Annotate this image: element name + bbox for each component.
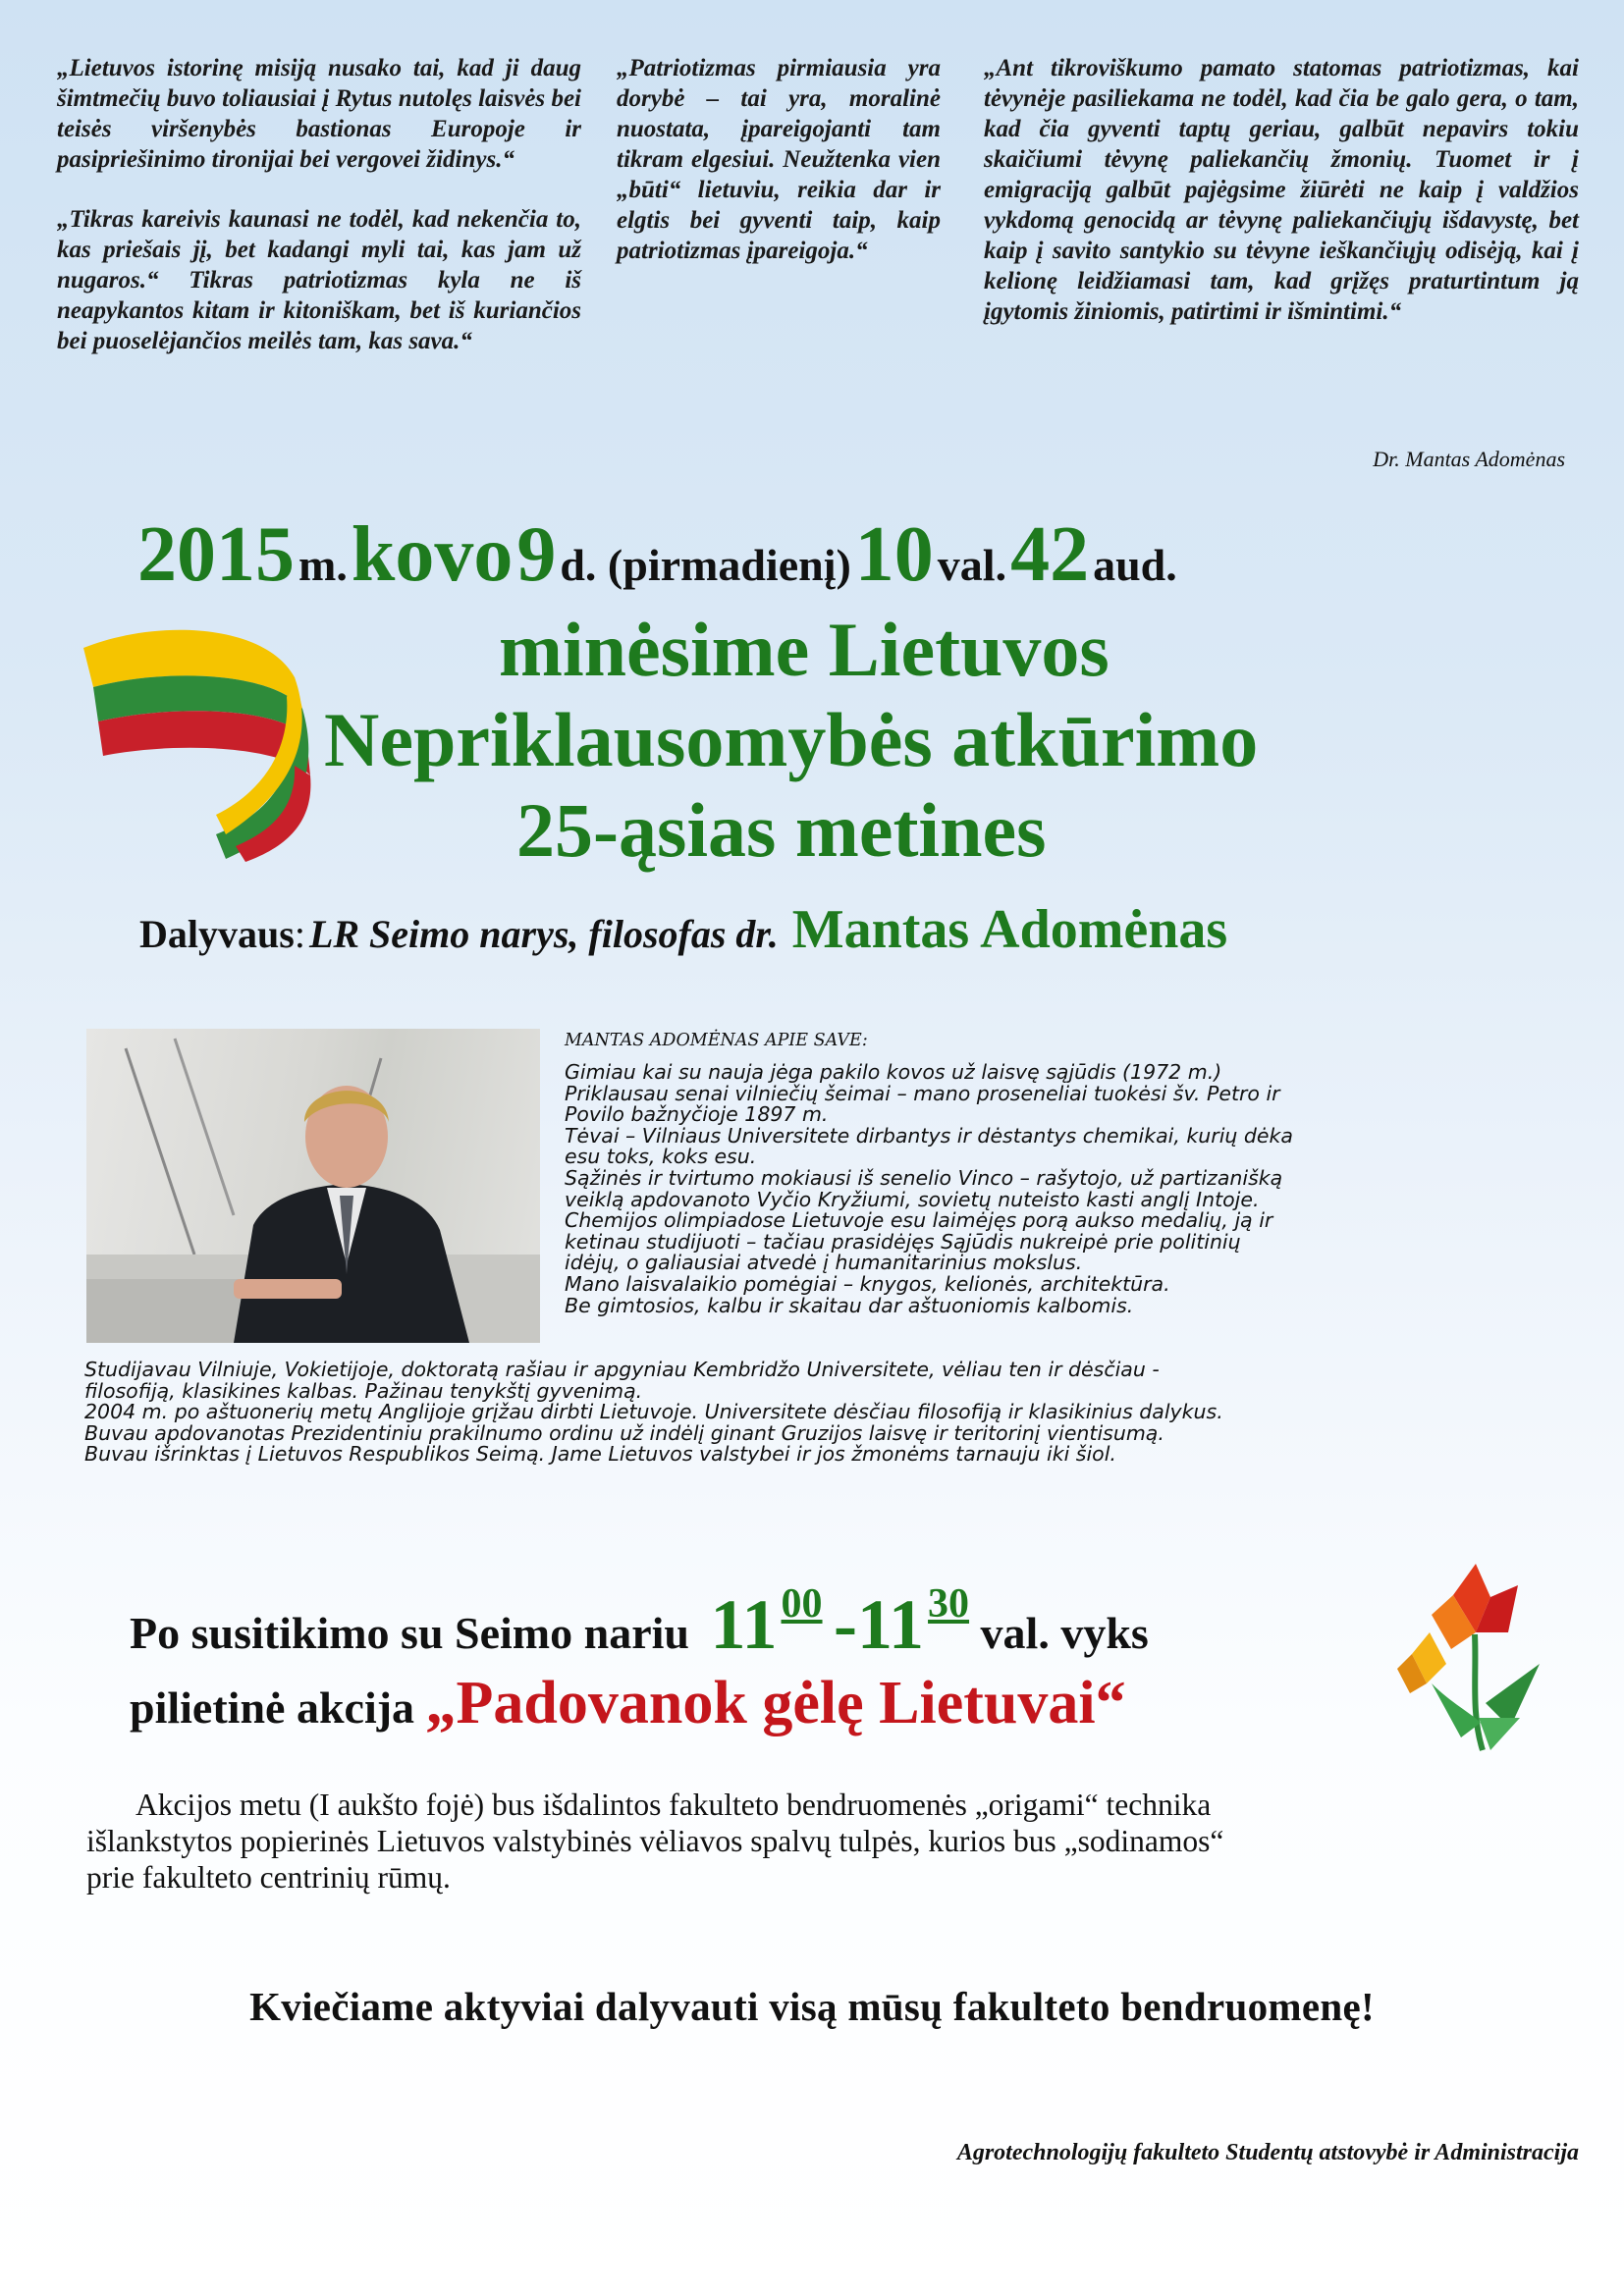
event-year-unit: m.	[298, 540, 348, 590]
bio-line: ketinau studijuoti – tačiau prasidėjęs Sąjūdis nukreipė prie politinių	[565, 1229, 1241, 1254]
action-description	[86, 1787, 1579, 1896]
event-day: 9	[516, 511, 557, 598]
headline-line-3: 25-ąsias metines	[516, 787, 1047, 873]
time-start-minutes: 00	[781, 1581, 823, 1627]
bio-line: Sąžinės ir tvirtumo mokiausi iš senelio Vinco – rašytojo, už partizanišką	[565, 1165, 1283, 1190]
bio-narrow-block	[565, 1062, 1293, 1316]
action-name: Padovanok gėlę Lietuvai	[456, 1670, 1096, 1736]
footer-organizer: Agrotechnologijų fakulteto Studentų atstovybė ir Administracija	[956, 2140, 1579, 2165]
action-open-quote: „	[425, 1670, 457, 1736]
participant-colon: :	[294, 912, 305, 956]
participant-role: LR Seimo narys, filosofas dr.	[308, 912, 779, 956]
event-hour-unit: val.	[937, 540, 1007, 590]
bio-heading: MANTAS ADOMĖNAS APIE SAVE:	[565, 1031, 868, 1050]
headline-line-2: Nepriklausomybės atkūrimo	[324, 697, 1259, 782]
time-end-minutes: 30	[928, 1581, 970, 1627]
quote-column-1	[57, 53, 581, 386]
time-start-hour: 11	[710, 1585, 778, 1664]
description-line: Akcijos metu (I aukšto fojė) bus išdalintos fakulteto bendruomenės „origami“ technika	[135, 1788, 1212, 1822]
event-month: kovo	[351, 511, 514, 598]
quote-author: Dr. Mantas Adomėnas	[1373, 447, 1565, 471]
quote-paragraph: „Tikras kareivis kaunasi ne todėl, kad nekenčia to, kas priešais jį, bet kadangi myli tai, kas jam už nugaros.“ Tikras patriotizmas kyla ne iš neapykantos kitam ir kitoniškam, bet iš kuriančios bei puoselėjančios meilės tam, kas sava.“	[57, 206, 581, 354]
speaker-photo	[86, 1029, 540, 1343]
action-time-suffix: val. vyks	[980, 1608, 1149, 1658]
quote-paragraph: „Ant tikroviškumo pamato statomas patriotizmas, kai tėvynėje pasiliekama ne todėl, kad čia be galo gera, o tam, kad čia gyventi taptų geriau, galbūt nepavirs tokiu skaičiumi tėvynę paliekančių žmonių. Tuomet ir į emigraciją galbūt pajėgsime žiūrėti ne kaip į valdžios vykdomą genocidą ar tėvynę paliekančiųjų išdavystę, bet kaip į savito santykio su tėvyne ieškančiųjų odisėją, kai į kelionę leidžiamasi tam, kad grįžęs praturtintum ją įgytomis žiniomis, patirtimi ir išmintimi.“	[984, 55, 1579, 325]
bio-line: Povilo bažnyčioje 1897 m.	[565, 1102, 829, 1127]
event-hour: 10	[854, 511, 934, 598]
event-year: 2015	[137, 511, 295, 598]
event-day-unit: d. (pirmadienį)	[560, 540, 851, 590]
action-line-2	[130, 1669, 1126, 1738]
bio-line: Chemijos olimpiadose Lietuvoje esu laimėjęs porą aukso medalių, ją ir	[565, 1208, 1273, 1233]
bio-line: idėjų, o galiausiai atvedė į humanitarinius mokslus.	[565, 1251, 1083, 1275]
bio-line: Mano laisvalaikio pomėgiai – knygos, kelionės, architektūra.	[565, 1271, 1170, 1296]
headline-line-1: minėsime Lietuvos	[499, 607, 1110, 692]
bio-line: veiklą apdovanoto Vyčio Kryžiumi, sovietų nuteisto kasti anglį Intoje.	[565, 1187, 1260, 1211]
action-intro: Po susitikimo su Seimo nariu	[130, 1608, 689, 1658]
event-room: 42	[1010, 511, 1090, 598]
action-type: pilietinė akcija	[130, 1682, 415, 1733]
invitation-text: Kviečiame aktyviai dalyvauti visą mūsų fakulteto bendruomenę!	[249, 1984, 1375, 2029]
action-close-quote: “	[1095, 1670, 1126, 1736]
participant-name: Mantas Adomėnas	[791, 899, 1228, 960]
bio-line: Tėvai – Vilniaus Universitete dirbantys ir dėstantys chemikai, kurių dėka	[565, 1123, 1293, 1148]
description-line: prie fakulteto centrinių rūmų.	[86, 1860, 451, 1895]
quote-column-2	[617, 53, 941, 295]
speaker-silhouette-icon	[86, 1029, 540, 1343]
bio-line: Buvau apdovanotas Prezidentiniu prakilnumo ordinu už indėlį ginant Gruzijos laisvę ir teritorinį vientisumą.	[84, 1420, 1164, 1445]
event-dateline	[137, 510, 1512, 600]
quote-column-3	[984, 53, 1579, 356]
action-line-1	[130, 1580, 1149, 1666]
description-line: išlankstytos popierinės Lietuvos valstybinės vėliavos spalvų tulpės, kurios bus „sodinamos“	[86, 1824, 1224, 1858]
bio-line: esu toks, koks esu.	[565, 1145, 757, 1169]
bio-line: filosofiją, klasikines kalbas. Pažinau tenykštį gyvenimą.	[84, 1378, 643, 1403]
time-dash: -	[834, 1585, 858, 1664]
bio-line: Be gimtosios, kalbu ir skaitau dar aštuoniomis kalbomis.	[565, 1293, 1134, 1317]
origami-tulip-icon	[1392, 1556, 1559, 1752]
event-room-unit: aud.	[1093, 540, 1177, 590]
bio-wide-block	[84, 1360, 1223, 1466]
bio-line: Studijavau Vilniuje, Vokietijoje, doktoratą rašiau ir apgyniau Kembridžo Universitete, vėliau ten ir dėsčiau -	[84, 1358, 1160, 1381]
participant-line	[139, 898, 1227, 961]
participant-label: Dalyvaus	[139, 912, 295, 956]
bio-line: 2004 m. po aštuonerių metų Anglijoje grįžau dirbti Lietuvoje. Universitete dėsčiau filosofiją ir klasikinius dalykus.	[84, 1400, 1223, 1424]
lithuanian-flag-ribbon-icon	[79, 618, 314, 864]
quote-paragraph: „Lietuvos istorinę misiją nusako tai, kad ji daug šimtmečių buvo toliausiai į Rytus nutolęs laisvės bei teisės viršenybės bastionas Europoje ir pasipriešinimo tironijai bei vergovei židinys.“	[57, 55, 581, 173]
time-end-hour: 11	[857, 1585, 925, 1664]
bio-line: Buvau išrinktas į Lietuvos Respublikos Seimą. Jame Lietuvos valstybei ir jos žmonėms tarnauju iki šiol.	[84, 1442, 1116, 1467]
quote-paragraph: „Patriotizmas pirmiausia yra dorybė – tai yra, moralinė nuostata, įpareigojanti tam tikram elgesiui. Neužtenka vien „būti“ lietuviu, reikia dar ir elgtis bei gyventi taip, kaip patriotizmas įpareigoja.“	[617, 55, 941, 264]
bio-line: Priklausau senai vilniečių šeimai – mano proseneliai tuokėsi šv. Petro ir	[565, 1081, 1280, 1105]
bio-line: Gimiau kai su nauja jėga pakilo kovos už laisvę sąjūdis (1972 m.)	[565, 1060, 1222, 1084]
